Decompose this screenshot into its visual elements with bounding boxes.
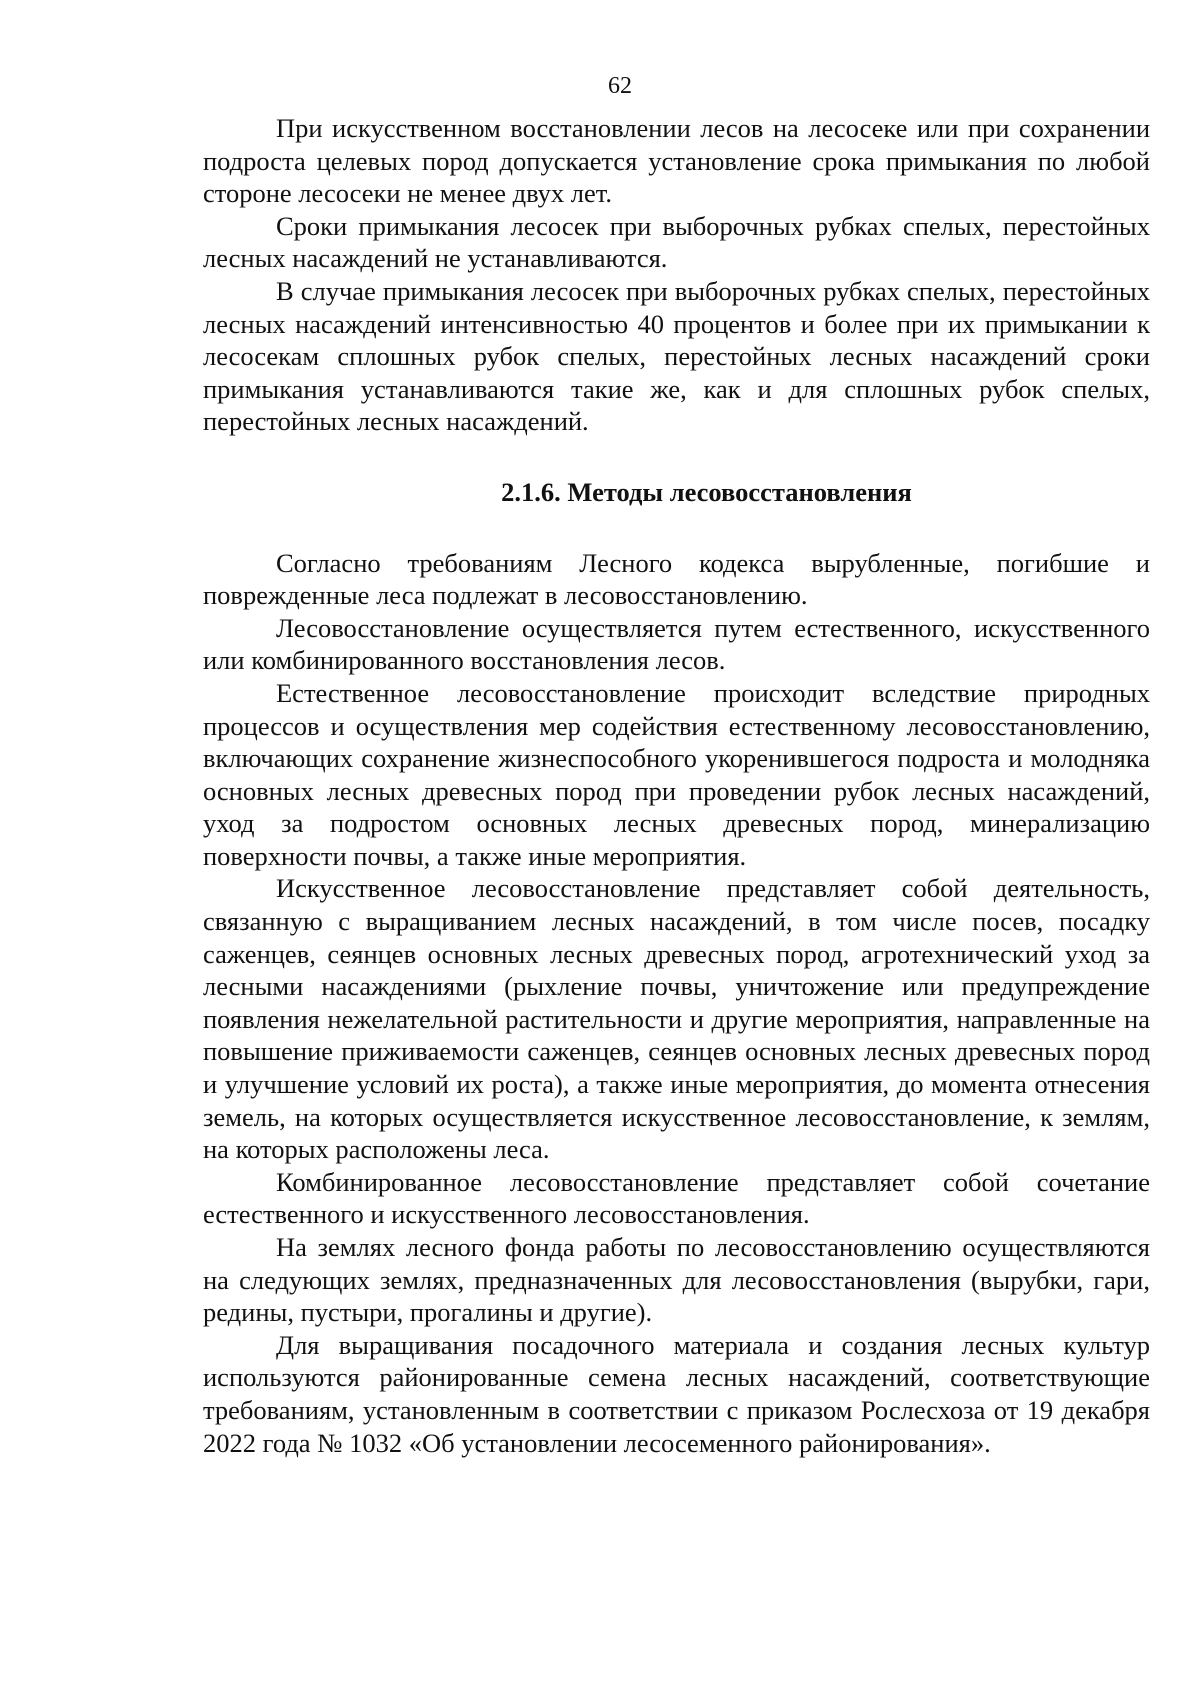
paragraph: Комбинированное лесовосстановление представляет собой сочетание естественного и искусственного лесовосстановления. (203, 1166, 1150, 1230)
document-body (203, 112, 1150, 1459)
paragraph: Искусственное лесовосстановление представляет собой деятельность, связанную с выращиванием лесных насаждений, в том числе посев, посадку саженцев, сеянцев основных лесных древесных пород, агротехнический уход за лесными насаждениями (рыхление почвы, уничтожение или предупреждение появления нежелательной растительности и другие мероприятия, направленные на повышение приживаемости саженцев, сеянцев основных лесных древесных пород и улучшение условий их роста), а также иные мероприятия, до момента отнесения земель, на которых осуществляется искусственное лесовосстановление, к землям, на которых расположены леса. (203, 873, 1150, 1165)
paragraph: Лесовосстановление осуществляется путем естественного, искусственного или комбинированного восстановления лесов. (203, 612, 1150, 676)
paragraph: В случае примыкания лесосек при выборочных рубках спелых, перестойных лесных насаждений интенсивностью 40 процентов и более при их примыкании к лесосекам сплошных рубок спелых, перестойных лесных насаждений сроки примыкания устанавливаются такие же, как и для сплошных рубок спелых, перестойных лесных насаждений. (203, 275, 1150, 437)
paragraph: Сроки примыкания лесосек при выборочных рубках спелых, перестойных лесных насаждений не устанавливаются. (203, 210, 1150, 274)
paragraph: Естественное лесовосстановление происходит вследствие природных процессов и осуществления мер содействия естественному лесовосстановлению, включающих сохранение жизнеспособного укоренившегося подроста и молодняка основных лесных древесных пород при проведении рубок лесных насаждений, уход за подростом основных лесных древесных пород, минерализацию поверхности почвы, а также иные мероприятия. (203, 677, 1150, 871)
section-heading: 2.1.6. Методы лесовосстановления (501, 476, 912, 507)
paragraph: При искусственном восстановлении лесов на лесосеке или при сохранении подроста целевых пород допускается установление срока примыкания по любой стороне лесосеки не менее двух лет. (203, 113, 1150, 209)
page-number: 62 (608, 73, 632, 99)
paragraph: На землях лесного фонда работы по лесовосстановлению осуществляются на следующих землях, предназначенных для лесовосстановления (вырубки, гари, редины, пустыри, прогалины и другие). (203, 1232, 1150, 1328)
paragraph: Для выращивания посадочного материала и создания лесных культур используются районированные семена лесных насаждений, соответствующие требованиям, установленным в соответствии с приказом Рослесхоза от 19 декабря 2022 года № 1032 «Об установлении лесосеменного районирования». (203, 1329, 1150, 1458)
paragraph: Согласно требованиям Лесного кодекса вырубленные, погибшие и поврежденные леса подлежат в лесовосстановлению. (203, 547, 1150, 611)
